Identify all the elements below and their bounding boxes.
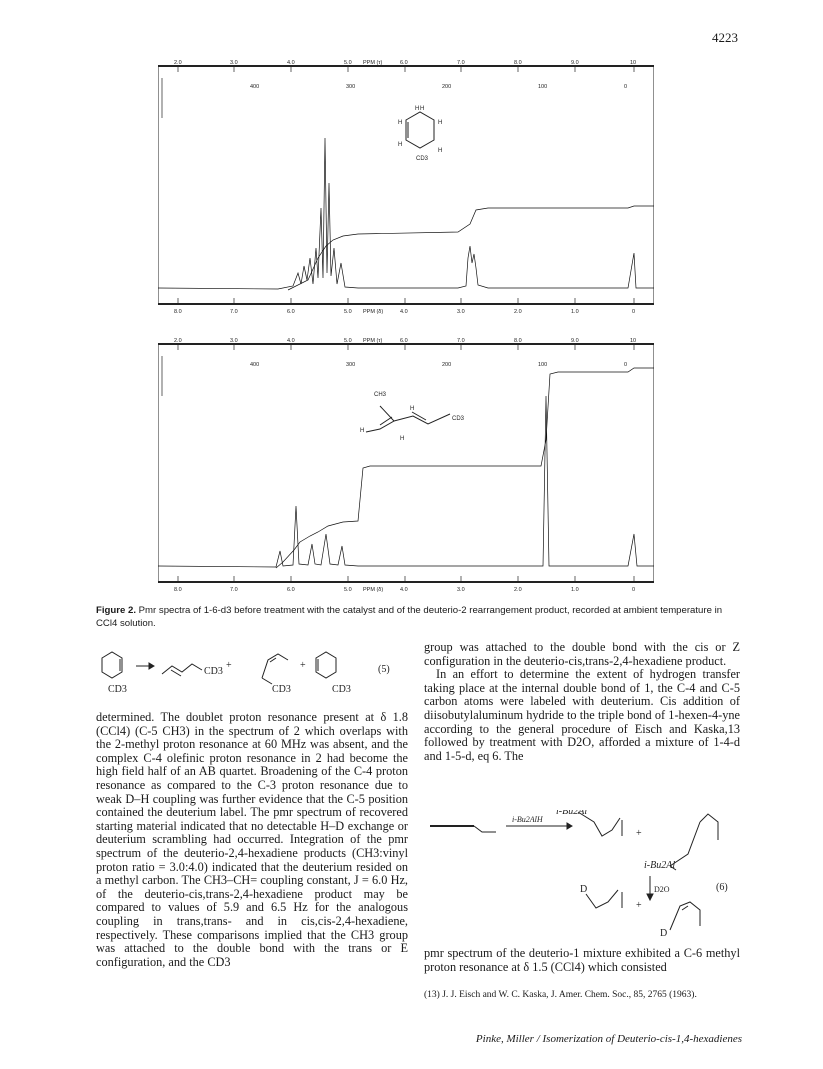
hexadiene-structure (366, 406, 450, 432)
equation-number: (6) (716, 882, 728, 893)
running-footer: Pinke, Miller / Isomerization of Deuterio-cis-1,4-hexadienes (475, 1033, 742, 1045)
svg-text:+: + (300, 660, 306, 671)
svg-text:CH3: CH3 (374, 392, 387, 398)
footnote-reference: (13) J. J. Eisch and W. C. Kaska, J. Amer. Chem. Soc., 85, 2765 (1963). (424, 990, 697, 1000)
hz-label: 300 (346, 84, 356, 90)
pmr-spectrum-2 (158, 336, 654, 598)
page-number: 4223 (712, 30, 738, 45)
reaction-scheme-5 (96, 644, 408, 706)
right-column-text (424, 641, 740, 763)
svg-text:H: H (398, 120, 403, 126)
bottom-tick-label: 6.0 (287, 309, 295, 315)
top-tick-label: 3.0 (230, 60, 238, 66)
integral-trace-1 (288, 206, 654, 290)
top-tick-label: 8.0 (514, 338, 522, 344)
reaction-scheme-6 (424, 810, 740, 940)
hz-label: 0 (624, 84, 628, 90)
bottom-tick-label: 0 (632, 309, 636, 315)
svg-text:H: H (360, 428, 365, 434)
svg-text:CD3: CD3 (452, 416, 465, 422)
bottom-tick-label: 0 (632, 587, 636, 593)
top-axis-unit: PPM (τ) (363, 60, 383, 66)
svg-text:H: H (410, 406, 415, 412)
hz-label: 100 (538, 84, 548, 90)
bottom-tick-label: 6.0 (287, 587, 295, 593)
top-tick-label: 4.0 (287, 60, 295, 66)
top-axis-unit: PPM (τ) (363, 338, 383, 344)
figure-label: Figure 2. (96, 605, 136, 616)
bottom-tick-label: 1.0 (571, 587, 579, 593)
paragraph: pmr spectrum of the deuterio-1 mixture exhibited a C-6 methyl proton resonance at δ 1.5 (CCl4) which consisted (424, 946, 740, 974)
svg-text:H: H (400, 436, 405, 442)
bottom-tick-label: 5.0 (344, 587, 352, 593)
svg-text:H: H (398, 142, 403, 148)
cyclohexene-structure (406, 112, 434, 148)
top-tick-label: 4.0 (287, 338, 295, 344)
hz-label: 300 (346, 362, 356, 368)
figure-caption (96, 605, 746, 630)
figure-caption-text: Pmr spectra of 1-6-d3 before treatment with the catalyst and of the deuterio-2 rearrangement product, recorded at ambient temperature in CCl4 solution. (96, 605, 723, 629)
bottom-tick-label: 4.0 (400, 587, 408, 593)
bottom-axis-unit: PPM (δ) (363, 587, 384, 593)
svg-text:+: + (226, 660, 232, 671)
svg-text:CD3: CD3 (108, 684, 127, 695)
bottom-tick-label: 3.0 (457, 587, 465, 593)
bottom-tick-label: 3.0 (457, 309, 465, 315)
bottom-tick-label: 4.0 (400, 309, 408, 315)
top-tick-label: 6.0 (400, 338, 408, 344)
hz-label: 100 (538, 362, 548, 368)
spectrum-trace-2 (158, 396, 654, 567)
hz-label: 400 (250, 84, 260, 90)
right-column-continuation (424, 947, 740, 974)
bottom-axis-unit: PPM (δ) (363, 309, 384, 315)
svg-text:+: + (636, 900, 642, 911)
bottom-tick-label: 2.0 (514, 309, 522, 315)
top-tick-label: 6.0 (400, 60, 408, 66)
top-tick-label: 9.0 (571, 338, 579, 344)
svg-text:D: D (660, 928, 668, 939)
top-tick-label: 7.0 (457, 338, 465, 344)
hz-label: 200 (442, 362, 452, 368)
svg-text:i-Bu2AlH: i-Bu2AlH (512, 815, 543, 824)
svg-text:CD3: CD3 (416, 156, 429, 162)
top-tick-label: 7.0 (457, 60, 465, 66)
svg-text:+: + (636, 828, 642, 839)
paragraph: In an effort to determine the extent of hydrogen transfer taking place at the internal double bond of 1, the C-4 and C-5 carbon atoms were labeled with deuterium. Cis addition of diisobutylaluminum hydride to the triple bond of 1-hexen-4-yne according to the general procedure of Eisch and Kaska,13 followed by treatment with D2O, afforded a mixture of 1-4-d and 1-5-d, eq 6. The (424, 667, 740, 763)
bottom-tick-label: 5.0 (344, 309, 352, 315)
equation-number: (5) (378, 664, 390, 675)
svg-text:CD3: CD3 (332, 684, 351, 695)
svg-text:CD3: CD3 (204, 666, 223, 677)
top-tick-label: 3.0 (230, 338, 238, 344)
svg-text:i-Bu2Al: i-Bu2Al (644, 860, 676, 871)
bottom-tick-label: 1.0 (571, 309, 579, 315)
hz-label: 0 (624, 362, 628, 368)
paragraph: determined. The doublet proton resonance present at δ 1.8 (CCl4) (C-5 CH3) in the spectrum of 2 which overlaps with the 2-methyl proton resonance at 60 MHz was absent, and the complex C-4 olefinic proton resonance in 2 had become the high field half of an AB quartet. Broadening of the C-4 proton resonance as compared to the C-3 proton resonance due to weak D–H coupling was further evidence that the C-5 position contained the deuterium label. The pmr spectrum of recovered starting material indicated that no detectable H–D exchange or deuterium scrambling had occurred. Integration of the pmr spectrum of the deuterio-2,4-hexadiene products (CH3:vinyl proton ratio = 3.0:4.0) indicated that the deuterium resided on a methyl carbon. The CH3–CH= coupling constant, J = 6.0 Hz, of the deuterio-cis,trans-2,4-hexadiene product may be compared to values of 5.9 and 6.5 Hz for the analogous coupling in trans,trans- and in cis,cis-2,4-hexadiene, respectively. These comparisons implied that the CH3 group was attached to the double bond with the trans or E configuration, and the CD3 (96, 710, 408, 969)
hz-label: 200 (442, 84, 452, 90)
left-column-text (96, 711, 408, 969)
svg-text:H: H (438, 120, 443, 126)
spectrum-trace-1 (158, 138, 654, 289)
top-tick-label: 8.0 (514, 60, 522, 66)
svg-text:i-Bu2Al: i-Bu2Al (556, 810, 588, 817)
top-tick-label: 10 (630, 338, 637, 344)
svg-text:H: H (420, 106, 425, 112)
paragraph: group was attached to the double bond with the cis or Z configuration in the deuterio-cis,trans-2,4-hexadiene product. (424, 640, 740, 668)
bottom-tick-label: 7.0 (230, 309, 238, 315)
hz-label: 400 (250, 362, 260, 368)
svg-text:D2O: D2O (654, 885, 670, 894)
top-tick-label: 5.0 (344, 338, 352, 344)
bottom-tick-label: 8.0 (174, 309, 182, 315)
top-tick-label: 2.0 (174, 60, 182, 66)
top-tick-label: 5.0 (344, 60, 352, 66)
svg-text:H: H (415, 106, 420, 112)
top-tick-label: 10 (630, 60, 637, 66)
bottom-tick-label: 7.0 (230, 587, 238, 593)
svg-text:D: D (580, 884, 588, 895)
integral-trace-2 (276, 368, 654, 568)
top-tick-label: 9.0 (571, 60, 579, 66)
pmr-spectrum-1 (158, 58, 654, 320)
svg-text:CD3: CD3 (272, 684, 291, 695)
svg-text:H: H (438, 148, 443, 154)
bottom-tick-label: 2.0 (514, 587, 522, 593)
bottom-tick-label: 8.0 (174, 587, 182, 593)
top-tick-label: 2.0 (174, 338, 182, 344)
